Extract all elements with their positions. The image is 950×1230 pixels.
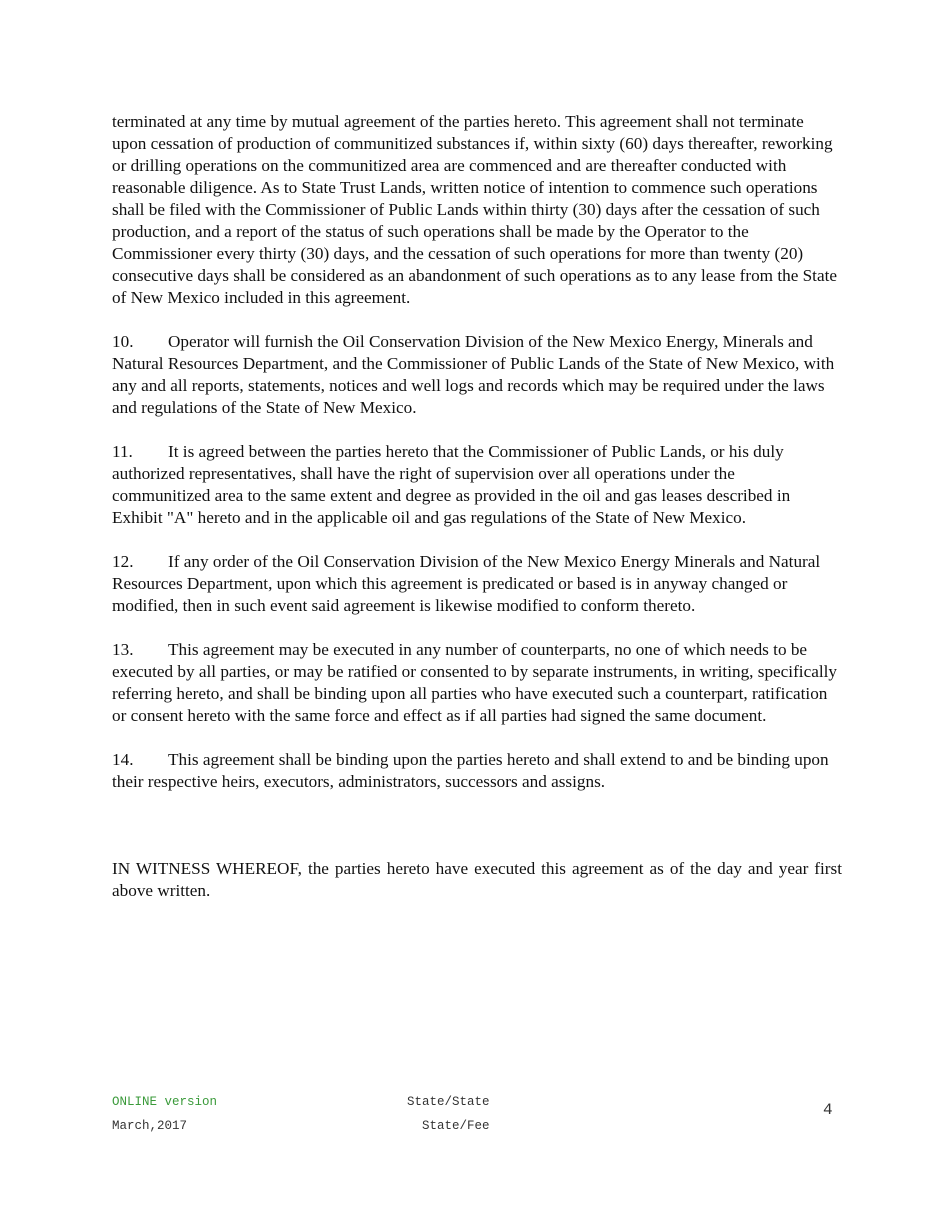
section-number: 14. <box>112 750 134 769</box>
section-text: This agreement may be executed in any number of counterparts, no one of which needs to be executed by all parties, or may be ratified or consented to by separate instruments, in writing, specifically referring hereto, and shall be binding upon all parties who have executed such a counterpart, ratification or consent hereto with the same force and effect as if all parties had signed the same document. <box>112 640 837 725</box>
section-number: 11. <box>112 442 133 461</box>
section-number: 13. <box>112 640 134 659</box>
footer-date: March,2017 <box>112 1119 188 1133</box>
section-text: If any order of the Oil Conservation Division of the New Mexico Energy Minerals and Natural Resources Department, upon which this agreement is predicated or based is in anyway changed or modified, then in such event said agreement is likewise modified to conform thereto. <box>112 552 821 615</box>
section-12 <box>112 551 837 617</box>
witness-clause: IN WITNESS WHEREOF, the parties hereto have executed this agreement as of the day and year first above written. <box>112 859 842 900</box>
section-text: Operator will furnish the Oil Conservation Division of the New Mexico Energy, Minerals and Natural Resources Department, and the Commissioner of Public Lands of the State of New Mexico, with any and all reports, statements, notices and well logs and records which may be required under the laws and regulations of the State of New Mexico. <box>112 332 835 417</box>
footer-agreement-type-2: State/Fee <box>422 1119 490 1133</box>
section-number: 10. <box>112 332 134 351</box>
section-number: 12. <box>112 552 134 571</box>
section-11 <box>112 441 837 529</box>
intro-paragraph: terminated at any time by mutual agreement of the parties hereto. This agreement shall not terminate upon cessation of production of communitized substances if, within sixty (60) days thereafter, reworking or drilling operations on the communitized area are commenced and are thereafter conducted with reasonable diligence. As to State Trust Lands, written notice of intention to commence such operations shall be filed with the Commissioner of Public Lands within thirty (30) days after the cessation of such production, and a report of the status of such operations shall be made by the Operator to the Commissioner every thirty (30) days, and the cessation of such operations for more than twenty (20) consecutive days shall be considered as an abandonment of such operations as to any lease from the State of New Mexico included in this agreement. <box>112 112 837 307</box>
section-13 <box>112 639 837 727</box>
section-10 <box>112 331 837 419</box>
section-text: It is agreed between the parties hereto that the Commissioner of Public Lands, or his duly authorized representatives, shall have the right of supervision over all operations under the communitized area to the same extent and degree as provided in the oil and gas leases described in Exhibit "A" hereto and in the applicable oil and gas regulations of the State of New Mexico. <box>112 442 791 527</box>
page-number: 4 <box>823 1101 833 1119</box>
footer-version-label: ONLINE version <box>112 1095 218 1109</box>
section-text: This agreement shall be binding upon the parties hereto and shall extend to and be binding upon their respective heirs, executors, administrators, successors and assigns. <box>112 750 829 791</box>
agreement-body <box>112 111 837 815</box>
section-14 <box>112 749 837 793</box>
footer-agreement-type-1: State/State <box>407 1095 490 1109</box>
